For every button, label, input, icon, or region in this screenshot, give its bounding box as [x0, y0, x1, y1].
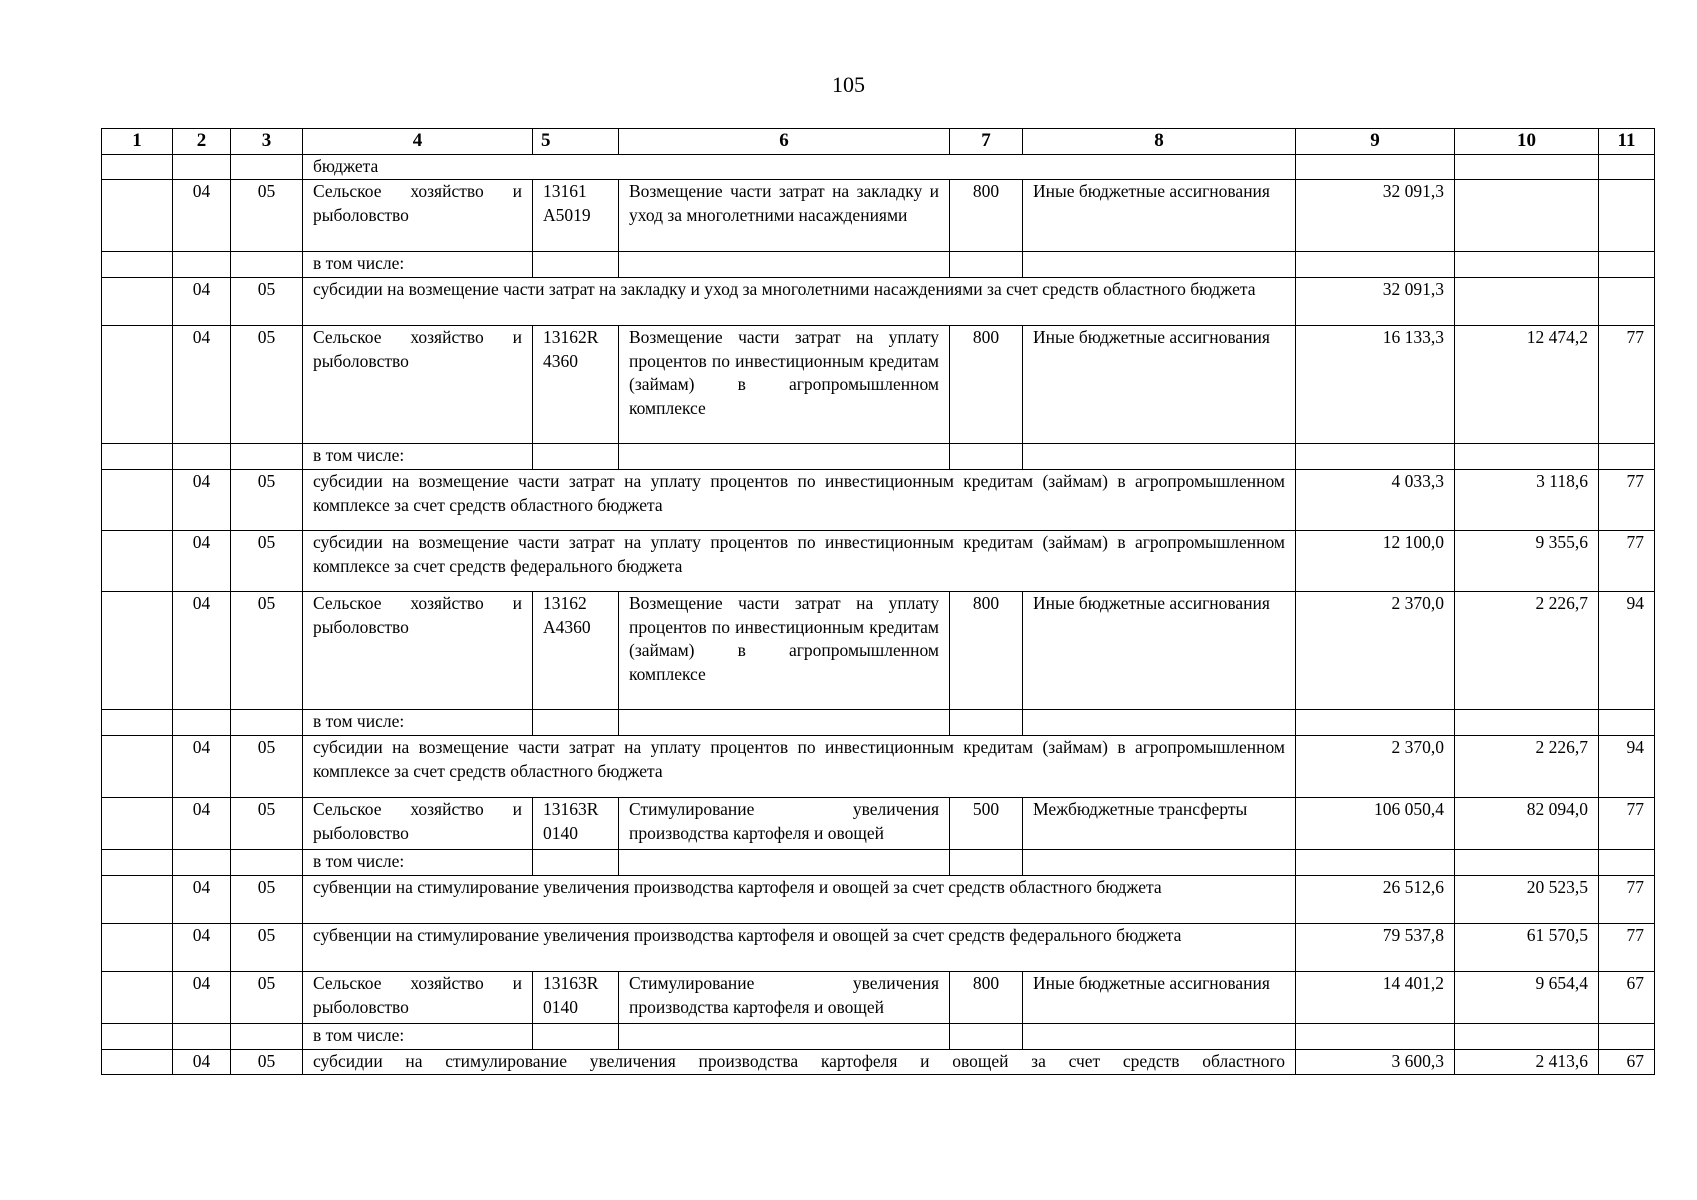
- cell-col1: [102, 736, 173, 798]
- column-header: 3: [231, 129, 303, 155]
- cell-percent: 67: [1599, 972, 1655, 1024]
- table-row: [102, 876, 1655, 924]
- cell-subsection: 05: [231, 736, 303, 798]
- cell-plan-amount: [1296, 155, 1455, 180]
- cell-section: 04: [173, 876, 231, 924]
- cell-actual-amount: 20 523,5: [1455, 876, 1599, 924]
- cell-plan-amount: 106 050,4: [1296, 798, 1455, 850]
- cell-percent: [1599, 155, 1655, 180]
- including-label: в том числе:: [303, 444, 533, 470]
- cell-description: субсидии на возмещение части затрат на уплату процентов по инвестиционным кредитам (займам) в агропромышленном комплексе за счет средств федерального бюджета: [303, 531, 1296, 592]
- including-label: в том числе:: [303, 850, 533, 876]
- cell-plan-amount: 14 401,2: [1296, 972, 1455, 1024]
- table-row: [102, 1024, 1655, 1050]
- table-cell: [1296, 252, 1455, 278]
- table-cell: [1296, 850, 1455, 876]
- table-row: [102, 531, 1655, 592]
- cell-section: 04: [173, 798, 231, 850]
- including-label: в том числе:: [303, 1024, 533, 1050]
- cell-section: 04: [173, 736, 231, 798]
- cell-col1: [102, 444, 173, 470]
- code-line: 13161: [543, 181, 587, 201]
- cell-name: Сельское хозяйство и рыболовство: [303, 592, 533, 710]
- table-cell: [1455, 444, 1599, 470]
- cell-col1: [102, 972, 173, 1024]
- cell-subsection: [231, 155, 303, 180]
- table-cell: [1296, 710, 1455, 736]
- cell-plan-amount: 3 600,3: [1296, 1050, 1455, 1075]
- cell-actual-amount: [1455, 155, 1599, 180]
- table-cell: [1455, 252, 1599, 278]
- code-line: 4360: [543, 350, 578, 371]
- cell-section: 04: [173, 972, 231, 1024]
- cell-subsection: [231, 850, 303, 876]
- cell-expense-type: 500: [950, 798, 1023, 850]
- cell-actual-amount: 61 570,5: [1455, 924, 1599, 972]
- cell-plan-amount: 32 091,3: [1296, 180, 1455, 252]
- cell-section: [173, 850, 231, 876]
- cell-subsection: [231, 1024, 303, 1050]
- cell-col1: [102, 278, 173, 326]
- table-row: [102, 252, 1655, 278]
- table-cell: [1455, 850, 1599, 876]
- cell-actual-amount: 2 226,7: [1455, 736, 1599, 798]
- cell-description: субсидии на возмещение части затрат на закладку и уход за многолетними насаждениями за счет средств областного бюджета: [303, 278, 1296, 326]
- cell-plan-amount: 32 091,3: [1296, 278, 1455, 326]
- cell-description: субсидии на стимулирование увеличения производства картофеля и овощей за счет средств областного: [303, 1050, 1296, 1075]
- column-header: 6: [619, 129, 950, 155]
- table-cell: [619, 444, 950, 470]
- cell-description: бюджета: [303, 155, 1296, 180]
- cell-expense-type: 800: [950, 972, 1023, 1024]
- cell-target-code: [533, 326, 619, 444]
- cell-col1: [102, 924, 173, 972]
- cell-col1: [102, 531, 173, 592]
- cell-col1: [102, 155, 173, 180]
- table-row: [102, 972, 1655, 1024]
- table-cell: [1023, 850, 1296, 876]
- cell-name: Сельское хозяйство и рыболовство: [303, 972, 533, 1024]
- cell-target-code: [533, 972, 619, 1024]
- table-cell: [533, 252, 619, 278]
- code-line: 0140: [543, 822, 578, 843]
- column-header: 8: [1023, 129, 1296, 155]
- cell-col1: [102, 850, 173, 876]
- table-cell: [619, 850, 950, 876]
- cell-expense-type: 800: [950, 180, 1023, 252]
- column-header: 1: [102, 129, 173, 155]
- table-cell: [619, 710, 950, 736]
- code-line: 13163R: [543, 799, 599, 819]
- code-line: 13162R: [543, 327, 599, 347]
- table-cell: [1599, 850, 1655, 876]
- cell-expense-type: 800: [950, 592, 1023, 710]
- cell-plan-amount: 16 133,3: [1296, 326, 1455, 444]
- cell-name: Сельское хозяйство и рыболовство: [303, 180, 533, 252]
- cell-subsection: 05: [231, 592, 303, 710]
- cell-subsection: 05: [231, 1050, 303, 1075]
- cell-percent: 77: [1599, 798, 1655, 850]
- cell-purpose: Возмещение части затрат на уплату процентов по инвестиционным кредитам (займам) в агропромышленном комплексе: [619, 592, 950, 710]
- cell-col1: [102, 798, 173, 850]
- code-line: 0140: [543, 996, 578, 1017]
- cell-col1: [102, 252, 173, 278]
- code-line: А4360: [543, 616, 591, 637]
- cell-col1: [102, 470, 173, 531]
- cell-expense-name: Иные бюджетные ассигнования: [1023, 326, 1296, 444]
- cell-subsection: [231, 252, 303, 278]
- cell-col1: [102, 1024, 173, 1050]
- cell-actual-amount: 2 226,7: [1455, 592, 1599, 710]
- cell-col1: [102, 180, 173, 252]
- table-row: [102, 924, 1655, 972]
- table-cell: [533, 850, 619, 876]
- cell-percent: 77: [1599, 924, 1655, 972]
- cell-description: субвенции на стимулирование увеличения производства картофеля и овощей за счет средств областного бюджета: [303, 876, 1296, 924]
- column-header: 5: [533, 129, 619, 155]
- table-cell: [1455, 1024, 1599, 1050]
- cell-subsection: 05: [231, 278, 303, 326]
- cell-section: 04: [173, 1050, 231, 1075]
- cell-expense-name: Иные бюджетные ассигнования: [1023, 972, 1296, 1024]
- table-cell: [1023, 710, 1296, 736]
- column-header: 9: [1296, 129, 1455, 155]
- cell-plan-amount: 4 033,3: [1296, 470, 1455, 531]
- table-cell: [619, 252, 950, 278]
- table-cell: [533, 444, 619, 470]
- cell-name: Сельское хозяйство и рыболовство: [303, 326, 533, 444]
- cell-purpose: Возмещение части затрат на закладку и уход за многолетними насаждениями: [619, 180, 950, 252]
- cell-description: субсидии на возмещение части затрат на уплату процентов по инвестиционным кредитам (займам) в агропромышленном комплексе за счет средств областного бюджета: [303, 470, 1296, 531]
- cell-col1: [102, 592, 173, 710]
- cell-subsection: 05: [231, 470, 303, 531]
- cell-expense-name: Иные бюджетные ассигнования: [1023, 592, 1296, 710]
- cell-expense-type: 800: [950, 326, 1023, 444]
- cell-percent: 94: [1599, 592, 1655, 710]
- cell-subsection: 05: [231, 180, 303, 252]
- table-cell: [950, 252, 1023, 278]
- table-cell: [1023, 252, 1296, 278]
- table-row: [102, 1050, 1655, 1075]
- cell-subsection: 05: [231, 798, 303, 850]
- table-cell: [619, 1024, 950, 1050]
- cell-plan-amount: 26 512,6: [1296, 876, 1455, 924]
- table-cell: [1599, 710, 1655, 736]
- table-row: [102, 326, 1655, 444]
- cell-purpose: Возмещение части затрат на уплату процентов по инвестиционным кредитам (займам) в агропромышленном комплексе: [619, 326, 950, 444]
- cell-section: 04: [173, 531, 231, 592]
- cell-subsection: 05: [231, 924, 303, 972]
- cell-section: [173, 444, 231, 470]
- cell-target-code: [533, 592, 619, 710]
- cell-percent: [1599, 180, 1655, 252]
- cell-actual-amount: 2 413,6: [1455, 1050, 1599, 1075]
- budget-table: [101, 128, 1655, 1075]
- cell-plan-amount: 2 370,0: [1296, 736, 1455, 798]
- cell-section: [173, 1024, 231, 1050]
- table-row: [102, 798, 1655, 850]
- cell-section: 04: [173, 278, 231, 326]
- cell-section: 04: [173, 592, 231, 710]
- table-cell: [1455, 710, 1599, 736]
- table-cell: [1023, 1024, 1296, 1050]
- table-row: [102, 444, 1655, 470]
- cell-subsection: 05: [231, 972, 303, 1024]
- table-cell: [1599, 444, 1655, 470]
- cell-col1: [102, 326, 173, 444]
- cell-col1: [102, 710, 173, 736]
- cell-actual-amount: 9 355,6: [1455, 531, 1599, 592]
- column-header: 2: [173, 129, 231, 155]
- code-line: 13162: [543, 593, 587, 613]
- cell-percent: 77: [1599, 470, 1655, 531]
- cell-expense-name: Межбюджетные трансферты: [1023, 798, 1296, 850]
- table-row: [102, 736, 1655, 798]
- header-row: [102, 129, 1655, 155]
- cell-percent: [1599, 278, 1655, 326]
- cell-percent: 94: [1599, 736, 1655, 798]
- table-row: [102, 155, 1655, 180]
- table-body: [102, 129, 1655, 1075]
- cell-plan-amount: 79 537,8: [1296, 924, 1455, 972]
- table-cell: [950, 444, 1023, 470]
- cell-subsection: 05: [231, 876, 303, 924]
- cell-percent: 67: [1599, 1050, 1655, 1075]
- cell-actual-amount: 82 094,0: [1455, 798, 1599, 850]
- cell-actual-amount: [1455, 278, 1599, 326]
- cell-plan-amount: 2 370,0: [1296, 592, 1455, 710]
- table-row: [102, 592, 1655, 710]
- cell-expense-name: Иные бюджетные ассигнования: [1023, 180, 1296, 252]
- cell-section: 04: [173, 924, 231, 972]
- column-header: 10: [1455, 129, 1599, 155]
- cell-name: Сельское хозяйство и рыболовство: [303, 798, 533, 850]
- cell-purpose: Стимулирование увеличения производства картофеля и овощей: [619, 798, 950, 850]
- table-cell: [1023, 444, 1296, 470]
- including-label: в том числе:: [303, 252, 533, 278]
- cell-target-code: [533, 180, 619, 252]
- table-cell: [533, 1024, 619, 1050]
- cell-col1: [102, 1050, 173, 1075]
- cell-subsection: [231, 710, 303, 736]
- table-cell: [950, 710, 1023, 736]
- table-cell: [533, 710, 619, 736]
- cell-description: субсидии на возмещение части затрат на уплату процентов по инвестиционным кредитам (займам) в агропромышленном комплексе за счет средств областного бюджета: [303, 736, 1296, 798]
- cell-subsection: [231, 444, 303, 470]
- cell-plan-amount: 12 100,0: [1296, 531, 1455, 592]
- column-header: 7: [950, 129, 1023, 155]
- code-line: 13163R: [543, 973, 599, 993]
- cell-section: [173, 155, 231, 180]
- cell-percent: 77: [1599, 531, 1655, 592]
- table-cell: [1296, 1024, 1455, 1050]
- cell-subsection: 05: [231, 531, 303, 592]
- cell-actual-amount: 12 474,2: [1455, 326, 1599, 444]
- table-cell: [1599, 252, 1655, 278]
- cell-subsection: 05: [231, 326, 303, 444]
- cell-purpose: Стимулирование увеличения производства картофеля и овощей: [619, 972, 950, 1024]
- cell-actual-amount: [1455, 180, 1599, 252]
- table-row: [102, 850, 1655, 876]
- cell-target-code: [533, 798, 619, 850]
- table-cell: [1599, 1024, 1655, 1050]
- column-header: 4: [303, 129, 533, 155]
- cell-col1: [102, 876, 173, 924]
- page-number: 105: [832, 72, 865, 97]
- table-cell: [1296, 444, 1455, 470]
- code-line: А5019: [543, 204, 591, 225]
- cell-description: субвенции на стимулирование увеличения производства картофеля и овощей за счет средств федерального бюджета: [303, 924, 1296, 972]
- cell-section: [173, 252, 231, 278]
- cell-actual-amount: 9 654,4: [1455, 972, 1599, 1024]
- cell-section: 04: [173, 470, 231, 531]
- cell-percent: 77: [1599, 876, 1655, 924]
- table-cell: [950, 1024, 1023, 1050]
- table-cell: [950, 850, 1023, 876]
- cell-section: 04: [173, 180, 231, 252]
- including-label: в том числе:: [303, 710, 533, 736]
- table-row: [102, 180, 1655, 252]
- cell-percent: 77: [1599, 326, 1655, 444]
- table-row: [102, 710, 1655, 736]
- table-row: [102, 470, 1655, 531]
- cell-section: [173, 710, 231, 736]
- cell-actual-amount: 3 118,6: [1455, 470, 1599, 531]
- cell-section: 04: [173, 326, 231, 444]
- table-row: [102, 278, 1655, 326]
- column-header: 11: [1599, 129, 1655, 155]
